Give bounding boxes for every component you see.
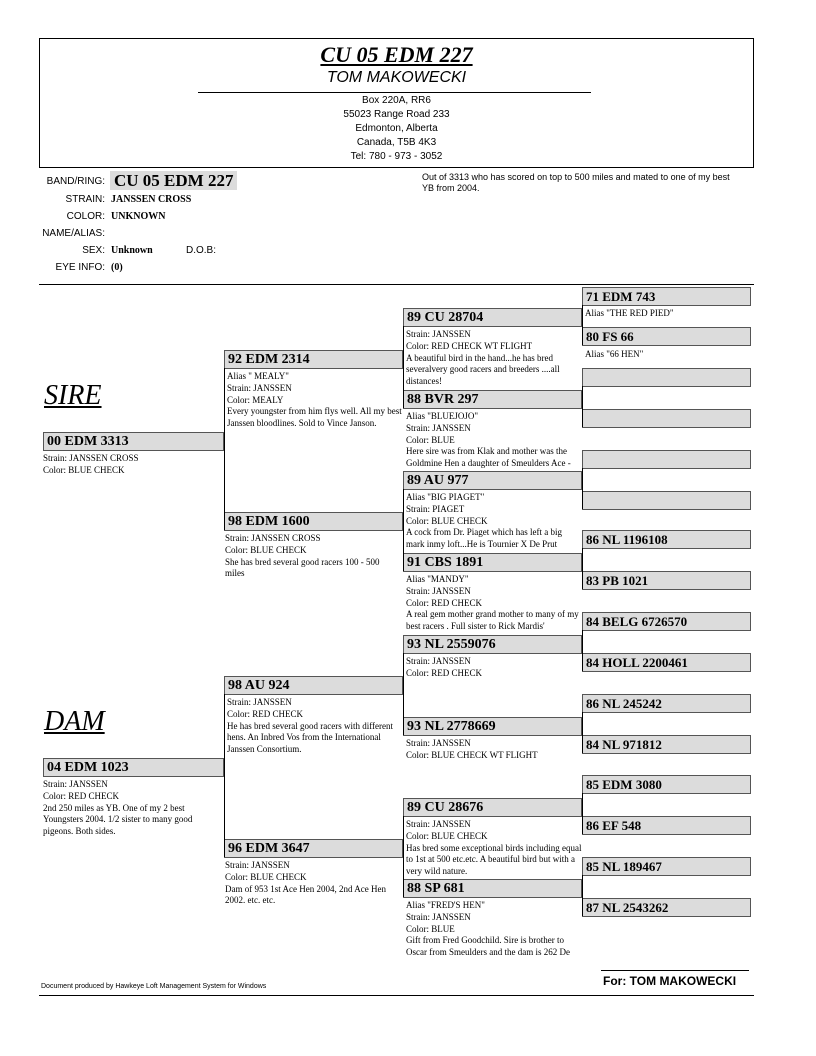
tree-connector bbox=[403, 694, 404, 735]
gen3-note: A beautiful bird in the hand...he has bred severalvery good racers and breeders ....all distances! bbox=[406, 352, 560, 387]
address-line: Box 220A, RR6 bbox=[362, 95, 431, 106]
sire-sire-strain: Strain: JANSSEN bbox=[227, 382, 292, 393]
dob-label: D.O.B: bbox=[185, 245, 216, 256]
sex-value: Unknown bbox=[111, 245, 153, 256]
gen3-note: Gift from Fred Goodchild. Sire is brother to Oscar from Smeulders and the dam is 262 De bbox=[406, 935, 570, 958]
gen4-band-box[interactable] bbox=[582, 450, 751, 469]
pedigree-title: CU 05 EDM 227 bbox=[320, 42, 473, 67]
dam-strain: Strain: JANSSEN bbox=[43, 779, 108, 789]
eye-label: EYE INFO: bbox=[55, 262, 105, 273]
band-value: CU 05 EDM 227 bbox=[110, 171, 237, 190]
tree-connector bbox=[403, 326, 404, 368]
address-line: Canada, T5B 4K3 bbox=[356, 137, 437, 148]
sire-dam-strain: Strain: JANSSEN CROSS bbox=[225, 533, 321, 543]
sire-color: Color: BLUE CHECK bbox=[43, 464, 125, 475]
tree-connector bbox=[582, 548, 583, 589]
gen4-band-box[interactable]: 71 EDM 743 bbox=[582, 287, 751, 306]
footer-note: Document produced by Hawkeye Loft Management System for Windows bbox=[41, 983, 267, 990]
tree-connector bbox=[403, 816, 404, 857]
address-line: 55023 Range Road 233 bbox=[343, 109, 450, 120]
gen3-color: Color: BLUE CHECK WT FLIGHT bbox=[406, 749, 538, 760]
dam-dam-note: Dam of 953 1st Ace Hen 2004, 2nd Ace Hen 2002. etc. etc. bbox=[225, 883, 386, 906]
tree-connector bbox=[582, 712, 583, 753]
sire-info bbox=[43, 453, 223, 483]
gen3-alias: Alias "MANDY" bbox=[406, 574, 469, 584]
gen3-strain: Strain: JANSSEN bbox=[406, 738, 471, 748]
address-line: Tel: 780 - 973 - 3052 bbox=[350, 151, 443, 162]
tree-connector bbox=[582, 793, 583, 834]
gen4-band-box[interactable]: 85 NL 189467 bbox=[582, 857, 751, 876]
footer-owner: For: TOM MAKOWECKI bbox=[603, 974, 737, 988]
sire-band-box[interactable]: 00 EDM 3313 bbox=[43, 432, 224, 451]
gen3-info bbox=[406, 329, 582, 389]
tree-connector bbox=[582, 630, 583, 671]
gen4-band-box[interactable] bbox=[582, 368, 751, 387]
gen3-strain: Strain: JANSSEN bbox=[406, 585, 471, 596]
gen4-band-box[interactable] bbox=[582, 491, 751, 510]
gen4-band-box[interactable]: 85 EDM 3080 bbox=[582, 775, 751, 794]
sire-strain: Strain: JANSSEN CROSS bbox=[43, 453, 139, 463]
sire-sire-color: Color: MEALY bbox=[227, 394, 284, 405]
gen3-color: Color: BLUE CHECK bbox=[406, 830, 488, 841]
name-label: NAME/ALIAS: bbox=[42, 228, 105, 239]
gen3-color: Color: BLUE bbox=[406, 923, 455, 934]
tree-connector bbox=[224, 368, 225, 450]
dam-sire-strain: Strain: JANSSEN bbox=[227, 697, 292, 707]
sire-sire-band-box[interactable]: 92 EDM 2314 bbox=[224, 350, 403, 369]
tree-connector bbox=[582, 468, 583, 509]
color-value: UNKNOWN bbox=[111, 211, 166, 222]
sire-dam-info bbox=[225, 533, 400, 581]
strain-label: STRAIN: bbox=[65, 194, 105, 205]
bird-comment: Out of 3313 who has scored on top to 500 miles and mated to one of my best YB from 2004. bbox=[422, 172, 730, 193]
dam-dam-strain: Strain: JANSSEN bbox=[225, 860, 290, 870]
gen3-color: Color: RED CHECK bbox=[406, 597, 483, 608]
gen3-note: A real gem mother grand mother to many of my best racers . Full sister to Rick Mardis' bbox=[406, 609, 579, 632]
tree-connector bbox=[582, 386, 583, 427]
gen3-alias: Alias "FRED'S HEN" bbox=[406, 900, 485, 910]
gen3-color: Color: BLUE bbox=[406, 434, 455, 445]
gen3-strain: Strain: JANSSEN bbox=[406, 422, 471, 433]
gen4-band-box[interactable]: 84 NL 971812 bbox=[582, 735, 751, 754]
header-box bbox=[39, 38, 754, 168]
gen3-color: Color: RED CHECK bbox=[406, 667, 483, 678]
tree-connector bbox=[403, 653, 404, 694]
sire-heading: SIRE bbox=[44, 380, 102, 411]
gen3-note: Here sire was from Klak and mother was the Goldmine Hen a daughter of Smeulders Ace - bbox=[406, 446, 571, 469]
gen4-band-box[interactable]: 86 EF 548 bbox=[582, 816, 751, 835]
gen3-info bbox=[406, 819, 582, 879]
tree-connector bbox=[224, 776, 225, 857]
address-line: Edmonton, Alberta bbox=[355, 123, 438, 134]
gen3-strain: Strain: PIAGET bbox=[406, 503, 465, 514]
sex-label: SEX: bbox=[82, 245, 105, 256]
gen3-color: Color: RED CHECK WT FLIGHT bbox=[406, 340, 533, 351]
gen3-strain: Strain: JANSSEN bbox=[406, 911, 471, 922]
tree-connector bbox=[403, 489, 404, 530]
dam-sire-band-box[interactable]: 98 AU 924 bbox=[224, 676, 403, 695]
owner-name: TOM MAKOWECKI bbox=[326, 69, 467, 86]
gen3-info bbox=[406, 411, 582, 471]
dam-note: 2nd 250 miles as YB. One of my 2 best Youngsters 2004. 1/2 sister to many good pigeons. Both sides. bbox=[43, 802, 193, 837]
gen3-strain: Strain: JANSSEN bbox=[406, 656, 471, 666]
gen3-band-box[interactable]: 88 BVR 297 bbox=[403, 390, 582, 409]
gen4-band-box[interactable]: 84 BELG 6726570 bbox=[582, 612, 751, 631]
footer-rule bbox=[601, 970, 749, 971]
tree-connector bbox=[403, 530, 404, 571]
dam-dam-info bbox=[225, 860, 400, 908]
gen4-band-box[interactable]: 86 NL 245242 bbox=[582, 694, 751, 713]
dam-dam-band-box[interactable]: 96 EDM 3647 bbox=[224, 839, 403, 858]
gen3-info bbox=[406, 738, 582, 764]
gen4-band-box[interactable]: 87 NL 2543262 bbox=[582, 898, 751, 917]
sire-sire-alias: Alias " MEALY" bbox=[227, 371, 289, 381]
footer-separator bbox=[39, 995, 754, 996]
gen3-band-box[interactable]: 89 CU 28676 bbox=[403, 798, 582, 817]
sire-dam-band-box[interactable]: 98 EDM 1600 bbox=[224, 512, 403, 531]
dam-dam-color: Color: BLUE CHECK bbox=[225, 871, 307, 882]
tree-connector bbox=[224, 694, 225, 776]
gen4-alias: Alias "THE RED PIED" bbox=[585, 308, 674, 318]
tree-connector bbox=[403, 368, 404, 408]
color-label: COLOR: bbox=[66, 211, 105, 222]
gen3-band-box[interactable]: 89 CU 28704 bbox=[403, 308, 582, 327]
gen3-band-box[interactable]: 88 SP 681 bbox=[403, 879, 582, 898]
tree-connector bbox=[582, 305, 583, 345]
gen3-info bbox=[406, 574, 582, 634]
dam-sire-note: He has bred several good racers with different hens. An Inbred Vos from the International Janssen Consortium. bbox=[227, 720, 394, 755]
dam-heading: DAM bbox=[44, 706, 105, 737]
gen4-alias: Alias "66 HEN" bbox=[585, 349, 644, 359]
sire-dam-note: She has bred several good racers 100 - 500 miles bbox=[225, 556, 380, 579]
gen4-band-box[interactable]: 84 HOLL 2200461 bbox=[582, 653, 751, 672]
gen3-color: Color: BLUE CHECK bbox=[406, 515, 488, 526]
tree-connector bbox=[582, 875, 583, 916]
gen3-alias: Alias "BIG PIAGET" bbox=[406, 492, 485, 502]
gen3-strain: Strain: JANSSEN bbox=[406, 819, 471, 829]
dam-info bbox=[43, 779, 223, 849]
gen3-info bbox=[406, 656, 582, 682]
sire-sire-note: Every youngster from him flys well. All my best Janssen bloodlines. Sold to Vince Janson. bbox=[227, 406, 402, 429]
gen3-note: A cock from Dr. Piaget which has left a big mark inmy loft...He is Tournier X De Prut bbox=[406, 527, 562, 550]
gen4-band-box[interactable]: 86 NL 1196108 bbox=[582, 530, 751, 549]
tree-connector bbox=[224, 450, 225, 530]
gen4-band-box[interactable]: 80 FS 66 bbox=[582, 327, 751, 346]
dam-band-box[interactable]: 04 EDM 1023 bbox=[43, 758, 224, 777]
gen3-note: Has bred some exceptional birds including equal to 1st at 500 etc.etc. A beautiful bird but with a very wild nature. bbox=[406, 842, 582, 877]
eye-value: (0) bbox=[111, 262, 123, 273]
gen3-alias: Alias "BLUEJOJO" bbox=[406, 411, 479, 421]
gen3-band-box[interactable]: 91 CBS 1891 bbox=[403, 553, 582, 572]
header-divider bbox=[198, 92, 591, 93]
gen3-band-box[interactable]: 93 NL 2559076 bbox=[403, 635, 582, 654]
gen3-strain: Strain: JANSSEN bbox=[406, 329, 471, 339]
band-label: BAND/RING: bbox=[46, 176, 105, 187]
sire-sire-info bbox=[227, 371, 402, 446]
gen3-info bbox=[406, 900, 582, 962]
dam-sire-info bbox=[227, 697, 402, 761]
dam-color: Color: RED CHECK bbox=[43, 790, 120, 801]
strain-value: JANSSEN CROSS bbox=[111, 194, 192, 205]
sire-dam-color: Color: BLUE CHECK bbox=[225, 544, 307, 555]
tree-connector bbox=[403, 857, 404, 897]
tree-separator bbox=[39, 284, 754, 285]
gen3-band-box[interactable]: 89 AU 977 bbox=[403, 471, 582, 490]
gen3-band-box[interactable]: 93 NL 2778669 bbox=[403, 717, 582, 736]
gen4-band-box[interactable] bbox=[582, 409, 751, 428]
gen3-info bbox=[406, 492, 582, 552]
gen4-band-box[interactable]: 83 PB 1021 bbox=[582, 571, 751, 590]
dam-sire-color: Color: RED CHECK bbox=[227, 708, 304, 719]
